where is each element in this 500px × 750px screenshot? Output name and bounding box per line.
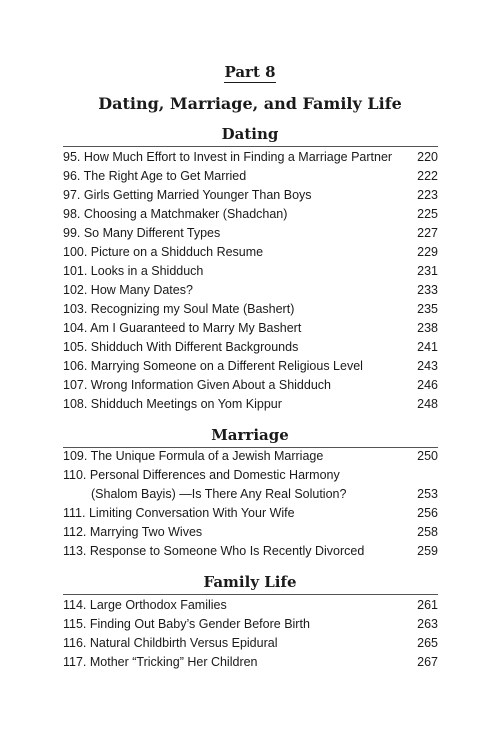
toc-entry-page: 238 [417,321,438,335]
toc-entry-page: 231 [417,264,438,278]
toc-entry[interactable] [63,186,438,205]
toc-entry-page: 233 [417,283,438,297]
part-label-text: Part 8 [224,63,276,81]
section-heading-marriage: Marriage [211,426,289,444]
toc-entry-page: 235 [417,302,438,316]
section-rule-dating [63,146,438,147]
toc-entry[interactable] [63,243,438,262]
toc-entry-page: 220 [417,150,438,164]
toc-entry-label: 111. Limiting Conversation With Your Wife [63,506,295,520]
toc-entry-label: 113. Response to Someone Who Is Recently Divorced [63,544,365,558]
toc-entry-page: 227 [417,226,438,240]
toc-entry-page: 259 [417,544,438,558]
toc-entry-page: 229 [417,245,438,259]
toc-entry-label: 116. Natural Childbirth Versus Epidural [63,636,278,650]
toc-entry[interactable] [63,504,438,523]
toc-entry[interactable] [63,523,438,542]
toc-entry[interactable] [63,634,438,653]
toc-entry[interactable] [63,357,438,376]
toc-entry-label: 110. Personal Differences and Domestic Harmony [63,468,340,482]
toc-entry-page: 263 [417,617,438,631]
toc-entry-page: 267 [417,655,438,669]
page-title: Dating, Marriage, and Family Life [98,94,402,113]
toc-entry-page: 223 [417,188,438,202]
toc-entry[interactable] [63,615,438,634]
toc-entry-label: 100. Picture on a Shidduch Resume [63,245,264,259]
toc-entry-label: (Shalom Bayis) —Is There Any Real Solution? [91,487,347,501]
toc-entry[interactable] [63,281,438,300]
toc-entry-page: 248 [417,397,438,411]
toc-entry-label: 112. Marrying Two Wives [63,525,203,539]
toc-entry[interactable] [63,205,438,224]
toc-entry[interactable] [63,300,438,319]
toc-entry-page: 250 [417,449,438,463]
toc-entry-page: 246 [417,378,438,392]
toc-entry-label: 115. Finding Out Baby’s Gender Before Birth [63,617,310,631]
toc-entry-continuation[interactable] [63,485,438,504]
section-heading-dating: Dating [221,125,279,143]
toc-entry-page: 241 [417,340,438,354]
toc-entry-page: 225 [417,207,438,221]
toc-entry[interactable] [63,224,438,243]
toc-list-dating [63,148,438,414]
toc-entry-label: 101. Looks in a Shidduch [63,264,204,278]
toc-entry-label: 96. The Right Age to Get Married [63,169,247,183]
toc-entry-label: 97. Girls Getting Married Younger Than Boys [63,188,312,202]
toc-entry-label: 95. How Much Effort to Invest in Finding a Marriage Partner [63,150,393,164]
toc-entry-label: 102. How Many Dates? [63,283,193,297]
section-heading-family-life: Family Life [203,573,297,591]
toc-list-marriage [63,447,438,561]
toc-entry-label: 109. The Unique Formula of a Jewish Marriage [63,449,324,463]
toc-entry-label: 104. Am I Guaranteed to Marry My Bashert [63,321,302,335]
section-rule-family-life [63,594,438,595]
toc-entry-page: 253 [417,487,438,501]
toc-entry-label: 98. Choosing a Matchmaker (Shadchan) [63,207,288,221]
part-label [0,62,500,82]
toc-entry[interactable] [63,653,438,672]
toc-entry-page: 222 [417,169,438,183]
toc-entry-page: 261 [417,598,438,612]
toc-entry-page: 258 [417,525,438,539]
toc-entry[interactable] [63,596,438,615]
toc-entry[interactable] [63,447,438,466]
toc-entry[interactable] [63,319,438,338]
toc-entry-label: 117. Mother “Tricking” Her Children [63,655,258,669]
toc-entry[interactable] [63,466,438,485]
toc-entry[interactable] [63,262,438,281]
toc-entry-label: 108. Shidduch Meetings on Yom Kippur [63,397,282,411]
toc-entry[interactable] [63,148,438,167]
toc-entry[interactable] [63,338,438,357]
toc-entry-label: 106. Marrying Someone on a Different Religious Level [63,359,363,373]
toc-entry-label: 99. So Many Different Types [63,226,221,240]
toc-entry[interactable] [63,167,438,186]
toc-entry[interactable] [63,395,438,414]
toc-entry-label: 107. Wrong Information Given About a Shidduch [63,378,331,392]
toc-entry-label: 105. Shidduch With Different Backgrounds [63,340,299,354]
toc-entry[interactable] [63,376,438,395]
toc-entry-label: 114. Large Orthodox Families [63,598,227,612]
toc-entry-page: 243 [417,359,438,373]
toc-entry[interactable] [63,542,438,561]
toc-list-family-life [63,596,438,672]
toc-entry-label: 103. Recognizing my Soul Mate (Bashert) [63,302,295,316]
toc-entry-page: 256 [417,506,438,520]
toc-entry-page: 265 [417,636,438,650]
